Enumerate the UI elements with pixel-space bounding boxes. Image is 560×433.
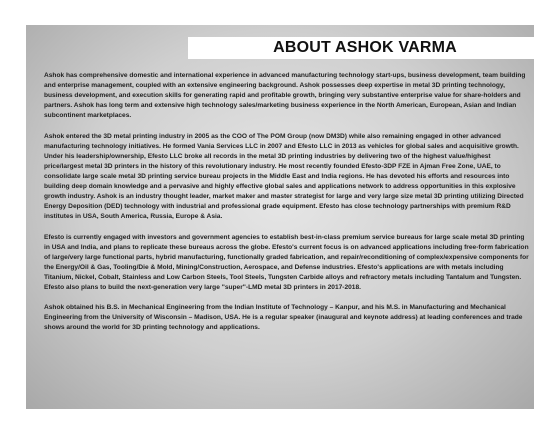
slide <box>26 25 534 409</box>
paragraph-background: Ashok has comprehensive domestic and international experience in advanced manufacturing technology start-ups, business development, team building and enterprise management, coupled with an extensive engineering background. Ashok possesses deep expertise in metal 3D printing technology, business development, and execution skills for generating rapid and profitable growth, bringing very substantive enterprise value for share-holders and partners. Ashok has long term and extensive high technology sales/marketing business experience in the North American, European, Asian and Indian subcontinent marketplaces. <box>44 72 526 120</box>
paragraph-education: Ashok obtained his B.S. in Mechanical Engineering from the Indian Institute of Technology – Kanpur, and his M.S. in Manufacturing and Mechanical Engineering from the University of Wisconsin – Madison, USA. He is a regular speaker (inaugural and keynote address) at leading conferences and trade shows around the world for 3D printing technology and applications. <box>44 304 523 332</box>
body-text <box>44 71 530 344</box>
paragraph-efesto-focus: Efesto is currently engaged with investors and government agencies to establish best-in-class premium service bureaus for large scale metal 3D printing in USA and India, and plans to replicate these bureaus across the globe. Efesto's current focus is on advanced applications including free-form fabrication of large/very large functional parts, hybrid manufacturing, functionally graded fabrication, and repair/reconditioning of complex/expensive components for the Energy/Oil & Gas, Tooling/Die & Mold, Mining/Construction, Aerospace, and Defense industries. Efesto's applications are with metals including Titanium, Nickel, Cobalt, Stainless and Low Carbon Steels, Tool Steels, Tungsten Carbide alloys and refractory metals including Tantalum and Tungsten. Efesto also plans to build the next-generation very large "super"-LMD metal 3D printers in 2017-2018. <box>44 233 529 291</box>
page-title: ABOUT ASHOK VARMA <box>273 39 457 56</box>
title-box <box>188 37 542 59</box>
paragraph-3d-printing-career: Ashok entered the 3D metal printing industry in 2005 as the COO of The POM Group (now DM3D) while also remaining engaged in other advanced manufacturing technology initiatives. He formed Vania Services LLC in 2007 and Efesto LLC in 2013 as vehicles for global sales and acquisitive growth. Under his leadership/ownership, Efesto LLC broke all records in the metal 3D printing industries by delivering two of the highest value/highest price/largest metal 3D printers in the history of this revolutionary industry. He most recently founded Efesto-3DP FZE in Ajman Free Zone, UAE, to consolidate large scale metal 3D printing service bureau projects in the Middle East and India regions. He has devoted his efforts and resources into building deep domain knowledge and a pervasive and highly effective global sales and applications network to address opportunities in this explosive growth industry. Ashok is an industry thought leader, market maker and master strategist for large and very large size metal 3D printing utilizing Directed Energy Deposition (DED) technology with industrial and professional grade equipment. Efesto has close technology partnerships with premium R&D institutes in USA, South America, Russia, Europe & Asia. <box>44 132 524 221</box>
